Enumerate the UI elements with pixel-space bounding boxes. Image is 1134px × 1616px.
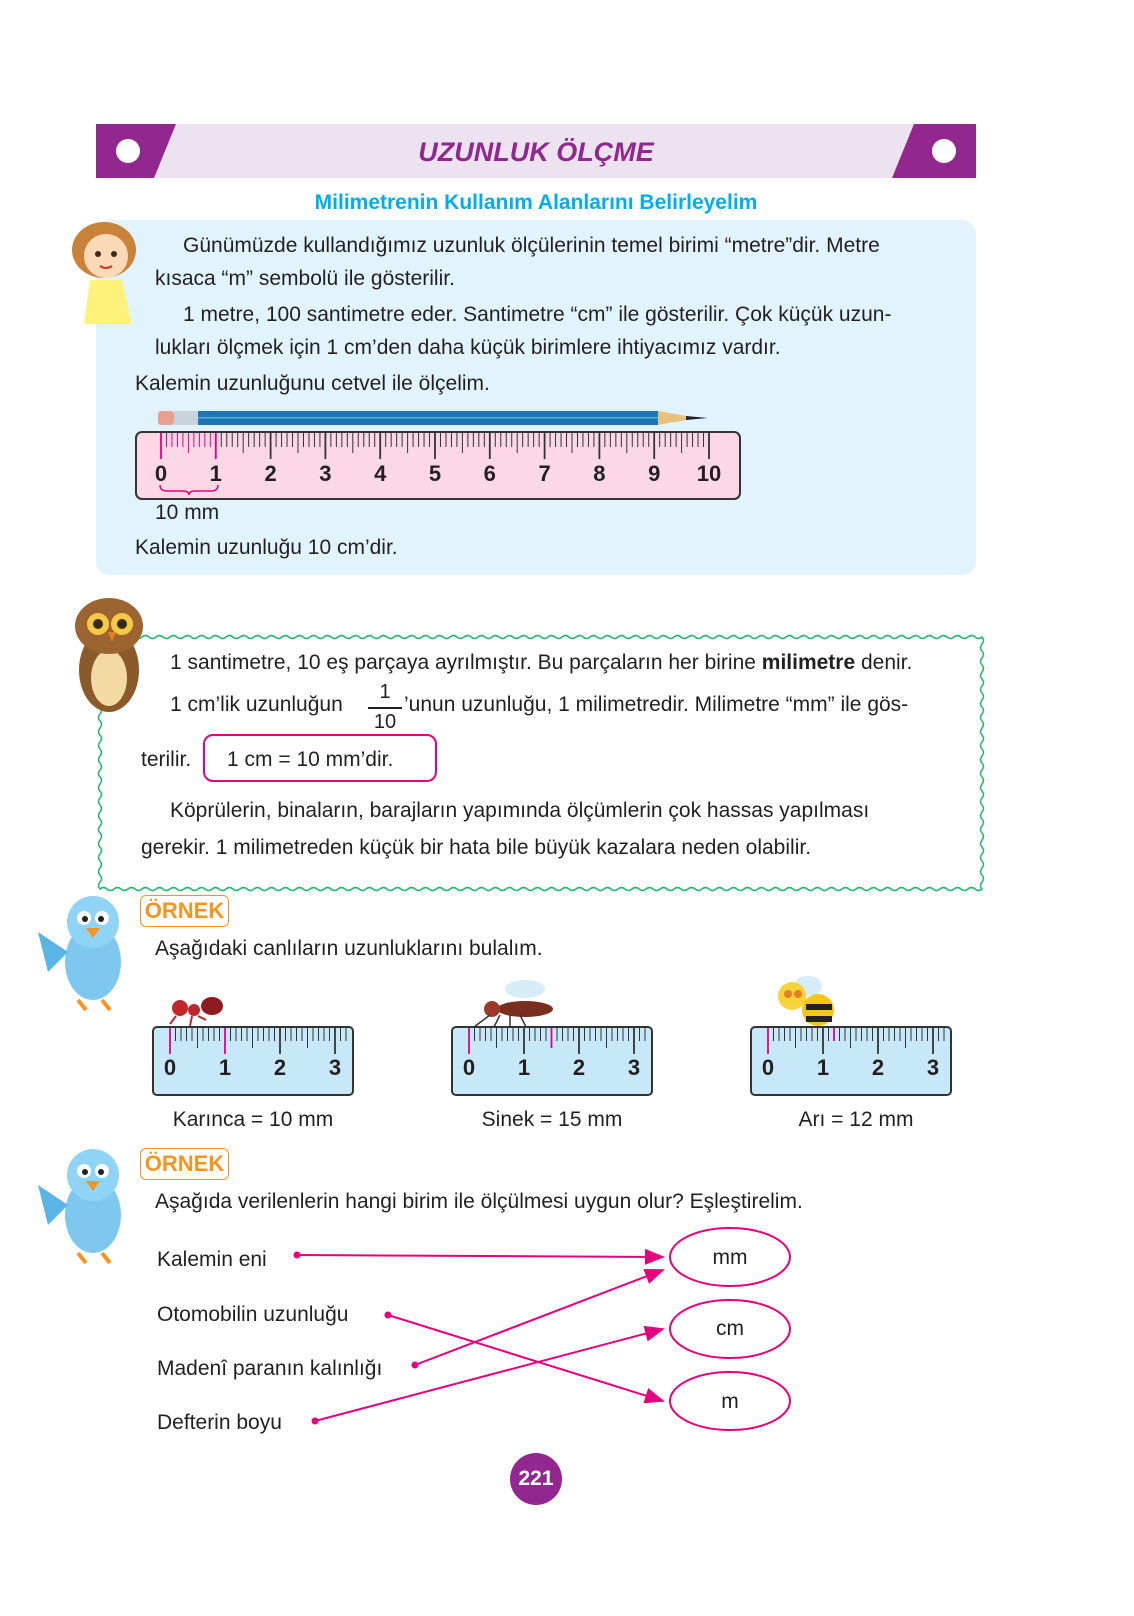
ruler-label: 1 (209, 461, 222, 486)
unit-cm: cm (716, 1317, 744, 1340)
example-prompt: Aşağıdaki canlıların uzunluklarını bulalım. (155, 937, 543, 960)
ruler-label: 0 (761, 1055, 775, 1080)
info-text: terilir. (141, 748, 192, 771)
subtitle: Milimetrenin Kullanım Alanlarını Belirleyelim (314, 191, 758, 214)
match-item: Kalemin eni (157, 1248, 267, 1271)
ruler-label: 1 (218, 1055, 232, 1080)
ruler-label: 2 (264, 461, 277, 486)
ruler-label: 2 (273, 1055, 287, 1080)
intro-text: kısaca “m” sembolü ile gösterilir. (155, 267, 455, 290)
ruler-label: 1 (517, 1055, 531, 1080)
example-prompt: Aşağıda verilenlerin hangi birim ile ölçülmesi uygun olur? Eşleştirelim. (155, 1190, 803, 1213)
ruler-label: 3 (319, 461, 332, 486)
brace-label: 10 mm (155, 501, 220, 524)
ruler-label: 3 (627, 1055, 641, 1080)
ruler-label: 10 (696, 461, 722, 486)
ruler-label: 0 (163, 1055, 177, 1080)
match-line (315, 1329, 663, 1421)
ruler-label: 3 (328, 1055, 342, 1080)
page-title: UZUNLUK ÖLÇME (418, 137, 654, 167)
ruler-label: 8 (593, 461, 606, 486)
intro-text: 1 metre, 100 santimetre eder. Santimetre “cm” ile gösterilir. Çok küçük uzun- (183, 303, 892, 326)
ruler-label: 9 (648, 461, 661, 486)
example-badge: ÖRNEK (140, 895, 229, 927)
info-text-part: denir. (855, 651, 913, 674)
bee-length: Arı = 12 mm (798, 1108, 914, 1131)
intro-result: Kalemin uzunluğu 10 cm’dir. (135, 536, 398, 559)
intro-text: Günümüzde kullandığımız uzunluk ölçülerinin temel birimi “metre”dir. Metre (183, 234, 880, 257)
ruler-label: 1 (816, 1055, 830, 1080)
ruler-label: 6 (483, 461, 496, 486)
ruler-label: 7 (538, 461, 551, 486)
info-text: ’unun uzunluğu, 1 milimetredir. Milimetre “mm” ile gös- (404, 693, 909, 716)
match-item: Madenî paranın kalınlığı (157, 1357, 383, 1380)
term-milimetre: milimetre (761, 651, 856, 674)
ant-length: Karınca = 10 mm (172, 1108, 334, 1131)
page-number: 221 (510, 1453, 562, 1505)
intro-text: lukları ölçmek için 1 cm’den daha küçük birimlere ihtiyacımız vardır. (155, 336, 781, 359)
ruler-label: 0 (154, 461, 168, 486)
info-text-part: 1 santimetre, 10 eş parçaya ayrılmıştır. Bu parçaların her birine (170, 651, 762, 674)
ruler-label: 4 (374, 461, 387, 486)
equation-text: 1 cm = 10 mm’dir. (227, 748, 394, 771)
ruler-label: 0 (462, 1055, 476, 1080)
info-text: gerekir. 1 milimetreden küçük bir hata bile büyük kazalara neden olabilir. (141, 836, 812, 859)
example-badge: ÖRNEK (140, 1148, 229, 1180)
unit-m: m (721, 1390, 739, 1413)
ruler-label: 5 (428, 461, 442, 486)
ruler-label: 3 (926, 1055, 940, 1080)
match-item: Otomobilin uzunluğu (157, 1303, 349, 1326)
match-line (388, 1315, 663, 1401)
match-line (415, 1270, 663, 1365)
intro-text: Kalemin uzunluğunu cetvel ile ölçelim. (135, 372, 490, 395)
info-text: 1 cm’lik uzunluğun (170, 693, 343, 716)
mosquito-length: Sinek = 15 mm (481, 1108, 623, 1131)
match-item: Defterin boyu (157, 1411, 282, 1434)
fraction-numerator: 1 (379, 681, 391, 703)
ruler-label: 2 (871, 1055, 885, 1080)
fraction-denominator: 10 (373, 710, 397, 733)
info-text: Köprülerin, binaların, barajların yapımında ölçümlerin çok hassas yapılması (170, 799, 870, 822)
match-line (297, 1255, 663, 1257)
unit-mm: mm (712, 1246, 748, 1269)
ruler-label: 2 (572, 1055, 586, 1080)
